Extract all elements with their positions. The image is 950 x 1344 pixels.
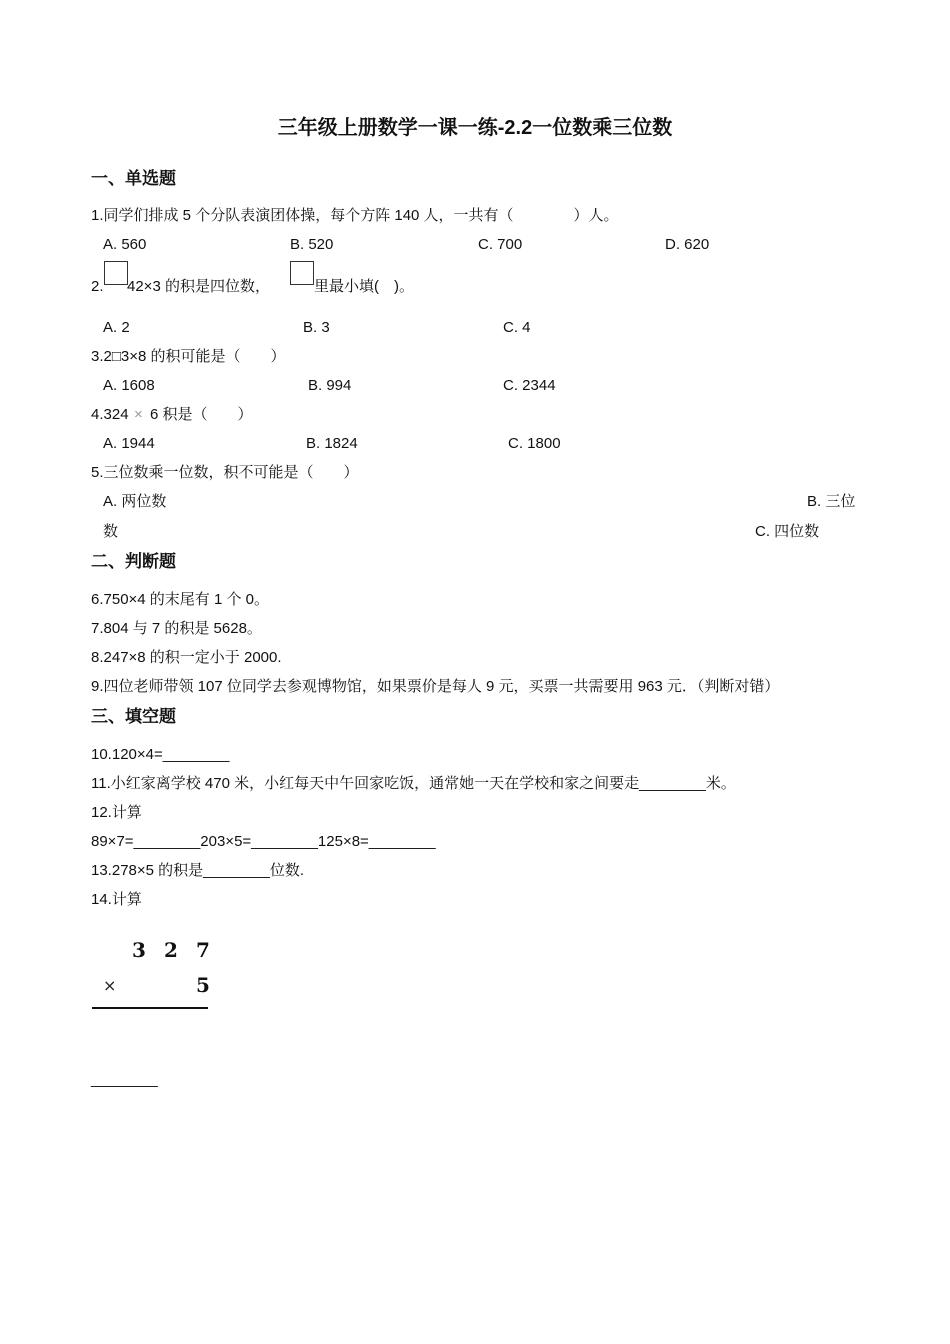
question-7: 7.804 与 7 的积是 5628。	[91, 620, 262, 637]
calc-digit-ones: 7	[196, 938, 210, 962]
calc-divider-line	[92, 1007, 208, 1009]
q3-option-a[interactable]: A. 1608	[103, 377, 155, 394]
q3-option-c[interactable]: C. 2344	[503, 377, 556, 394]
q1-option-c[interactable]: C. 700	[478, 236, 523, 253]
question-9: 9.四位老师带领 107 位同学去参观博物馆，如果票价是每人 9 元，买票一共需要用 963 元．（判断对错）	[91, 678, 780, 695]
question-13: 13.278×5 的积是________位数.	[91, 862, 305, 879]
question-3: 3.2□3×8 的积可能是（ ）	[91, 348, 286, 365]
q3-option-b[interactable]: B. 994	[308, 377, 352, 394]
section-heading-fill-blank: 三、填空题	[91, 707, 176, 726]
calc-digit-hundreds: 3	[132, 938, 146, 962]
q2-text-suffix: 里最小填( )。	[314, 278, 414, 295]
q2-text: 42×3 的积是四位数，	[127, 278, 270, 295]
calc-multiplier: 5	[196, 973, 210, 997]
q5-option-b-wrap: 数	[103, 523, 119, 540]
question-11: 11.小红家离学校 470 米，小红每天中午回家吃饭，通常她一天在学校和家之间要走________米。	[91, 775, 736, 792]
section-heading-single-choice: 一、单选题	[91, 169, 176, 188]
q2-number: 2.	[91, 278, 104, 295]
q5-option-c[interactable]: C. 四位数	[755, 523, 820, 540]
calc-times-icon: ×	[103, 976, 117, 995]
question-4-a: 4.324	[91, 406, 129, 423]
q5-option-b[interactable]: B. 三位	[807, 493, 856, 510]
q1-option-a[interactable]: A. 560	[103, 236, 147, 253]
section-heading-true-false: 二、判断题	[91, 552, 176, 571]
q2-option-b[interactable]: B. 3	[303, 319, 330, 336]
question-8: 8.247×8 的积一定小于 2000.	[91, 649, 282, 666]
question-4-b: 6 积是（ ）	[150, 406, 253, 423]
times-icon: ×	[134, 406, 143, 423]
q2-blank-box-icon	[104, 261, 128, 285]
question-5: 5.三位数乘一位数，积不可能是（ ）	[91, 464, 359, 481]
page-title: 三年级上册数学一课一练-2.2一位数乘三位数	[277, 117, 673, 139]
question-12-line: 89×7=________203×5=________125×8=________	[91, 833, 436, 850]
question-1: 1.同学们排成 5 个分队表演团体操，每个方阵 140 人，一共有（ ）人。	[91, 207, 619, 224]
q4-option-a[interactable]: A. 1944	[103, 435, 155, 452]
question-10: 10.120×4=________	[91, 746, 230, 763]
question-14-answer-blank[interactable]: ________	[91, 1071, 158, 1088]
calc-digit-tens: 2	[164, 938, 178, 962]
q4-option-c[interactable]: C. 1800	[508, 435, 561, 452]
q5-option-a[interactable]: A. 两位数	[103, 493, 167, 510]
q1-option-d[interactable]: D. 620	[665, 236, 710, 253]
question-14: 14.计算	[91, 891, 142, 908]
q1-option-b[interactable]: B. 520	[290, 236, 334, 253]
q2-blank-box-icon-2	[290, 261, 314, 285]
q2-option-c[interactable]: C. 4	[503, 319, 531, 336]
question-12: 12.计算	[91, 804, 142, 821]
question-6: 6.750×4 的末尾有 1 个 0。	[91, 591, 269, 608]
q4-option-b[interactable]: B. 1824	[306, 435, 358, 452]
q2-option-a[interactable]: A. 2	[103, 319, 130, 336]
